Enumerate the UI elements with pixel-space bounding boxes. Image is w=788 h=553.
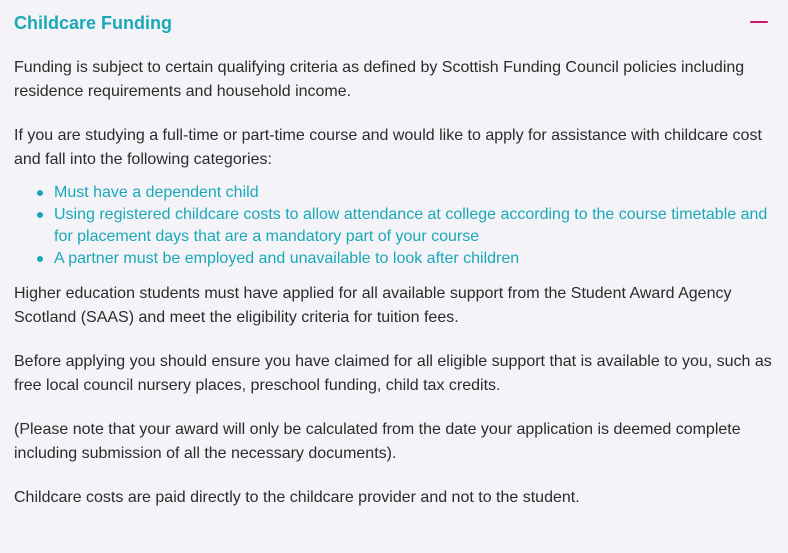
accordion-header[interactable] bbox=[14, 0, 774, 46]
accordion-body bbox=[14, 56, 774, 510]
categories-list bbox=[14, 182, 774, 270]
paragraph: If you are studying a full-time or part-time course and would like to apply for assistance with childcare cost and fall into the following categories: bbox=[14, 127, 762, 168]
list-item: A partner must be employed and unavailable to look after children bbox=[54, 248, 774, 270]
list-item: Must have a dependent child bbox=[54, 182, 774, 204]
paragraph: Childcare costs are paid directly to the childcare provider and not to the student. bbox=[14, 489, 580, 506]
paragraph: Before applying you should ensure you have claimed for all eligible support that is available to you, such as free local council nursery places, preschool funding, child tax credits. bbox=[14, 353, 772, 394]
list-item: Using registered childcare costs to allow attendance at college according to the course timetable and for placement days that are a mandatory part of your course bbox=[54, 204, 774, 248]
accordion-title[interactable]: Childcare Funding bbox=[14, 13, 173, 33]
minus-icon[interactable] bbox=[750, 21, 768, 23]
paragraph: Higher education students must have applied for all available support from the Student Award Agency Scotland (SAAS) and meet the eligibility criteria for tuition fees. bbox=[14, 285, 732, 326]
paragraph: (Please note that your award will only be calculated from the date your application is deemed complete including submission of all the necessary documents). bbox=[14, 421, 741, 462]
paragraph: Funding is subject to certain qualifying criteria as defined by Scottish Funding Council policies including residence requirements and household income. bbox=[14, 59, 745, 100]
